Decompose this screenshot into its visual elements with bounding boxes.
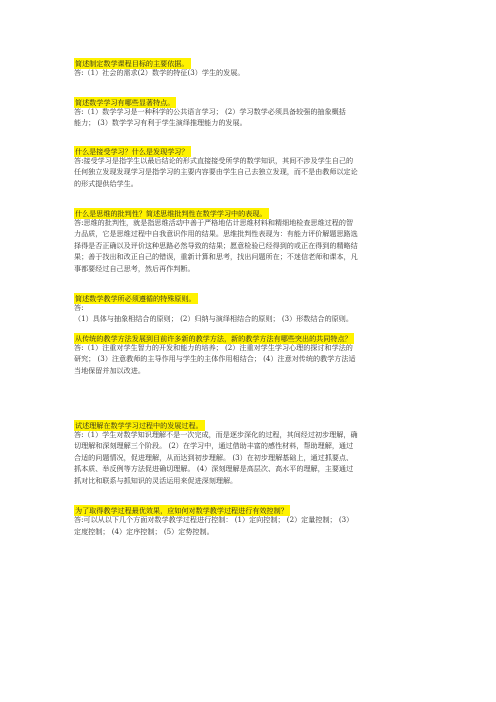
answer-line: 答:（1）社会的需求(2）数学的特征(3）学生的发展。 bbox=[74, 68, 245, 77]
answer-1 bbox=[74, 67, 430, 79]
qa-block-5 bbox=[74, 290, 430, 325]
question-1: 简述制定数学课程目标的主要依据。 bbox=[75, 59, 189, 68]
answer-line: 答:接受学习是指学生以最后结论的形式直接接受所学的数学知识，其间不涉及学生自己的 bbox=[74, 155, 354, 165]
question-5: 简述数学教学所必须遵循的特殊原则。 bbox=[75, 293, 196, 303]
answer-line: 抓对比和联系与抓知识的灵活运用来促进深刻理解。 bbox=[74, 475, 238, 485]
answer-5 bbox=[74, 302, 430, 325]
answer-line: 答:可以从以下几个方面对数学教学过程进行控制： (1）定向控制； (2）定量控制； (3） bbox=[74, 515, 354, 525]
answer-2 bbox=[74, 106, 430, 129]
qa-block-2 bbox=[74, 94, 430, 129]
qa-block-8 bbox=[74, 502, 430, 537]
answer-line: 定度控制； (4）定序控制； (5）定势控制。 bbox=[74, 527, 214, 537]
question-4: 什么是思维的批判性？简述思维批判性在数学学习中的表现。 bbox=[75, 208, 267, 218]
qa-block-7 bbox=[74, 417, 430, 487]
answer-line: 答: bbox=[74, 302, 84, 312]
answer-line: 合适的问题情况，促进理解，从而达到初步理解。 (3）在初步理解基础上，通过抓要点、 bbox=[74, 452, 354, 462]
answer-line: 当地保留并加以改进。 bbox=[74, 365, 145, 375]
answer-3 bbox=[74, 155, 430, 190]
answer-line: 的形式提供给学生。 bbox=[74, 178, 138, 188]
answer-line: 答:（1）学生对数学知识理解不是一次完成，而是逐步深化的过程，其间经过初步理解，确 bbox=[74, 429, 358, 439]
question-8: 为了取得教学过程最优效果，应如何对数学教学过程进行有效控制？ bbox=[75, 506, 288, 516]
qa-block-1 bbox=[74, 55, 430, 79]
question-7: 试述理解在数学学习过程中的发展过程。 bbox=[75, 420, 203, 430]
question-2: 简述数学学习有哪些显著特点。 bbox=[75, 97, 175, 107]
question-6: 从传统的教学方法发展到目前许多新的教学方法，新的教学方法有哪些突出的共同特点？ bbox=[75, 333, 352, 343]
answer-line: 研究； (3）注意教师的主导作用与学生的主体作用相结合； (4）注意对传统的教学方法适 bbox=[74, 354, 356, 364]
answer-7 bbox=[74, 429, 430, 487]
answer-line: （1）具体与抽象相结合的原则； (2）归纳与演绎相结合的原则； (3）形数结合的原则。 bbox=[74, 314, 353, 324]
question-3: 什么是接受学习？什么是发现学习？ bbox=[75, 146, 189, 156]
answer-line: 切理解和深刻理解三个阶段。 (2）在学习中，通过借助丰富的感性材料，帮助理解，通过 bbox=[74, 441, 354, 451]
answer-8 bbox=[74, 514, 430, 537]
answer-line: 答:思维的批判性，就是指思维活动中善于严格地估计思维材料和精细地检查思维过程的智 bbox=[74, 217, 354, 227]
answer-line: 果；善于找出和改正自己的错误，重新计算和思考，找出问题所在；不迷信老师和课本，凡 bbox=[74, 252, 358, 262]
answer-line: 力品质，它是思维过程中自我意识作用的结果。思维批判性表现为：有能力评价解题思路选 bbox=[74, 229, 358, 239]
answer-4 bbox=[74, 217, 430, 275]
answer-line: 择得是否正确以及评价这种思路必然导致的结果；愿意检验已经得到的或正在得到的精略结 bbox=[74, 240, 358, 250]
qa-block-3 bbox=[74, 143, 430, 190]
answer-line: 事都要经过自己思考，然后再作判断。 bbox=[74, 263, 195, 273]
answer-line: 能力； (3）数学学习有利于学生演绎推理能力的发展。 bbox=[74, 118, 247, 128]
qa-block-4 bbox=[74, 205, 430, 275]
qa-block-6 bbox=[74, 330, 430, 377]
answer-6 bbox=[74, 342, 430, 377]
answer-line: 任何独立发现发现学习是指学习的主要内容要由学生自己去独立发现，而不是由教师以定论 bbox=[74, 167, 358, 177]
answer-line: 答:（1）数学学习是一种科学的公共语言学习； (2）学习数学必须具备较强的抽象概括 bbox=[74, 106, 346, 116]
answer-line: 抓本质、举反例等方法促进确切理解。 (4）深刻理解是高层次、高水平的理解，主要通过 bbox=[74, 464, 354, 474]
answer-line: 答:（1）注重对学生智力的开发和能力的培养； (2）注重对学生学习心理的探讨和学法的 bbox=[74, 342, 353, 352]
